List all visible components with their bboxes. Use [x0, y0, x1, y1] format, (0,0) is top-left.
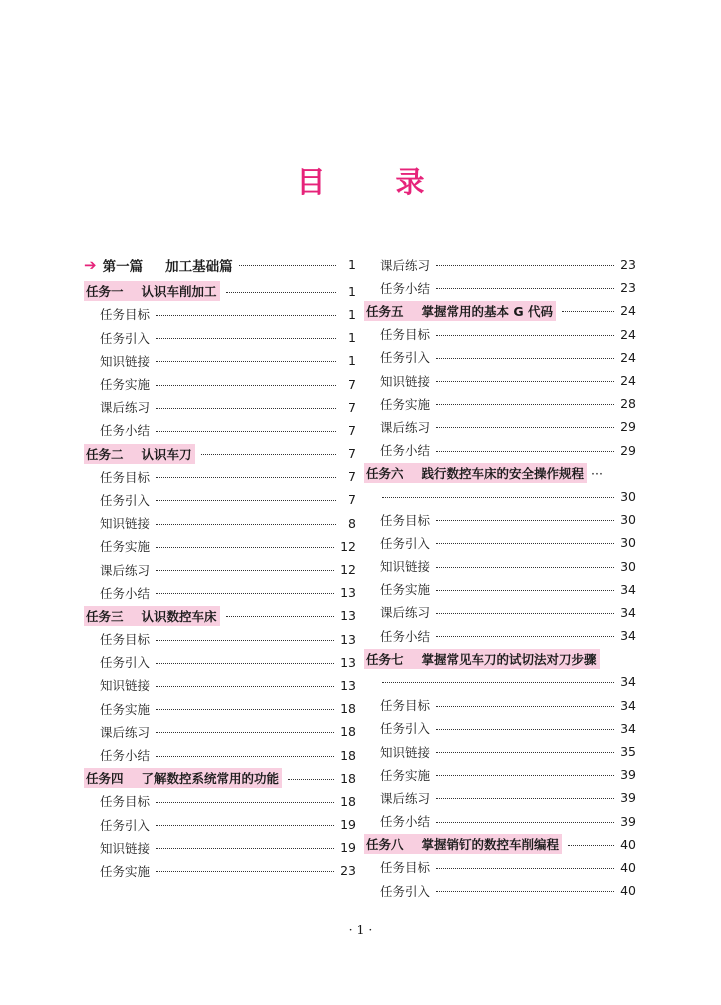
- page-ref: 28: [620, 396, 636, 412]
- toc-task-entry[interactable]: [364, 462, 636, 485]
- entry-label: 课后练习: [100, 400, 151, 416]
- toc-sub-entry[interactable]: [84, 581, 356, 604]
- toc-sub-entry[interactable]: [364, 439, 636, 462]
- entry-label: 知识链接: [100, 678, 151, 694]
- entry-label: 任务实施: [380, 767, 431, 783]
- task-title: 践行数控车床的安全操作规程: [421, 466, 585, 482]
- toc-sub-entry[interactable]: [84, 419, 356, 442]
- page-ref: 34: [620, 628, 636, 644]
- entry-label: 知识链接: [380, 744, 431, 760]
- toc-sub-entry[interactable]: [84, 303, 356, 326]
- leader-dots: [436, 358, 614, 359]
- toc-sub-entry[interactable]: [84, 326, 356, 349]
- entry-label: 知识链接: [380, 373, 431, 389]
- entry-label: 任务目标: [380, 698, 431, 714]
- toc-continuation[interactable]: [364, 670, 636, 693]
- leader-dots: [436, 729, 614, 730]
- leader-dots: [436, 543, 614, 544]
- page-ref: 12: [340, 538, 356, 554]
- page-ref: 19: [340, 840, 356, 856]
- leader-dots: [156, 802, 334, 803]
- leader-dots: [436, 590, 614, 591]
- page-ref: 24: [620, 349, 636, 365]
- page-ref: 24: [620, 373, 636, 389]
- toc-sub-entry[interactable]: [84, 349, 356, 372]
- page-ref: 40: [620, 859, 636, 875]
- toc-sub-entry[interactable]: [84, 465, 356, 488]
- leader-dots: [239, 265, 336, 266]
- page-ref: 30: [620, 558, 636, 574]
- page-ref: 30: [620, 512, 636, 528]
- task-title: 掌握常见车刀的试切法对刀步骤: [421, 651, 597, 667]
- entry-label: 课后练习: [380, 257, 431, 273]
- page-ref: 34: [620, 697, 636, 713]
- toc-sub-entry[interactable]: [364, 856, 636, 879]
- entry-label: 任务引入: [100, 330, 151, 346]
- leader-dots: [156, 593, 334, 594]
- entry-label: 任务小结: [100, 585, 151, 601]
- entry-label: 任务实施: [100, 863, 151, 879]
- page-ref: 18: [340, 747, 356, 763]
- entry-label: 课后练习: [100, 562, 151, 578]
- toc-sub-entry[interactable]: [364, 694, 636, 717]
- task-heading-highlight: [364, 463, 587, 483]
- toc-sub-entry[interactable]: [84, 790, 356, 813]
- toc-sub-entry[interactable]: [84, 535, 356, 558]
- leader-dots: [436, 427, 614, 428]
- page-ref: 23: [620, 257, 636, 273]
- page-ref: 1: [348, 330, 356, 346]
- leader-dots: [382, 682, 614, 683]
- page-ref: 18: [340, 724, 356, 740]
- leader-dots: [156, 361, 336, 362]
- leader-dots: [156, 686, 334, 687]
- entry-label: 任务目标: [100, 794, 151, 810]
- toc-sub-entry[interactable]: [364, 810, 636, 833]
- entry-label: 任务实施: [100, 377, 151, 393]
- leader-dots: [156, 547, 334, 548]
- page-ref: 34: [620, 720, 636, 736]
- leader-dots: [156, 477, 336, 478]
- page-ref: 13: [340, 631, 356, 647]
- leader-dots: [436, 288, 614, 289]
- entry-label: 任务目标: [100, 469, 151, 485]
- leader-dots: [436, 706, 614, 707]
- entry-label: 任务目标: [380, 860, 431, 876]
- leader-dots: [568, 845, 614, 846]
- page-ref: 13: [340, 585, 356, 601]
- part-number: 第一篇: [102, 258, 144, 275]
- page-ref: 23: [340, 863, 356, 879]
- page-ref: 13: [340, 677, 356, 693]
- toc-sub-entry[interactable]: [84, 488, 356, 511]
- page-ref: 35: [620, 744, 636, 760]
- page-ref: 7: [348, 469, 356, 485]
- toc-right-column: [364, 253, 636, 902]
- toc-task-entry[interactable]: [364, 299, 636, 322]
- toc-sub-entry[interactable]: [364, 786, 636, 809]
- toc-sub-entry[interactable]: [364, 346, 636, 369]
- task-heading-highlight: [84, 281, 220, 301]
- page-ref: 40: [620, 883, 636, 899]
- page-ref: 13: [340, 608, 356, 624]
- entry-label: 任务小结: [380, 814, 431, 830]
- toc-sub-entry[interactable]: [364, 717, 636, 740]
- leader-dots: [156, 848, 334, 849]
- page-ref: 13: [340, 654, 356, 670]
- leader-dots: [382, 497, 614, 498]
- entry-label: 任务目标: [380, 512, 431, 528]
- toc-sub-entry[interactable]: [364, 369, 636, 392]
- page-ref: 1: [348, 353, 356, 369]
- page-ref: 23: [620, 280, 636, 296]
- leader-dots: [156, 825, 334, 826]
- leader-dots: [156, 756, 334, 757]
- task-number: 任务八: [366, 837, 404, 853]
- leader-dots: [156, 570, 334, 571]
- leader-dots: [436, 335, 614, 336]
- toc-task-entry[interactable]: [84, 442, 356, 465]
- toc-sub-entry[interactable]: [84, 743, 356, 766]
- leader-dots: [156, 709, 334, 710]
- leader-dots: [156, 315, 336, 316]
- task-title: 掌握常用的基本 G 代码: [421, 303, 553, 319]
- page-ref: 29: [620, 442, 636, 458]
- toc-sub-entry[interactable]: [84, 396, 356, 419]
- toc-sub-entry[interactable]: [364, 253, 636, 276]
- page-ref: 39: [620, 813, 636, 829]
- toc-task-entry[interactable]: [364, 833, 636, 856]
- entry-label: 课后练习: [380, 419, 431, 435]
- toc-sub-entry[interactable]: [364, 323, 636, 346]
- page-ref: 24: [620, 326, 636, 342]
- toc-sub-entry[interactable]: [84, 558, 356, 581]
- leader-dots: [201, 454, 336, 455]
- page-ref: 1: [348, 306, 356, 322]
- toc-sub-entry[interactable]: [84, 512, 356, 535]
- toc-task-entry[interactable]: [84, 767, 356, 790]
- toc-task-entry[interactable]: [364, 647, 636, 670]
- task-number: 任务四: [86, 771, 124, 787]
- toc-sub-entry[interactable]: [84, 697, 356, 720]
- leader-dots: [156, 408, 336, 409]
- entry-label: 知识链接: [380, 559, 431, 575]
- task-heading-highlight: [84, 606, 220, 626]
- task-number: 任务一: [86, 284, 124, 300]
- entry-label: 知识链接: [100, 353, 151, 369]
- task-number: 任务六: [366, 466, 404, 482]
- entry-label: 知识链接: [100, 840, 151, 856]
- leader-dots: [436, 451, 614, 452]
- page-title: 目 录: [296, 165, 455, 199]
- toc-sub-entry[interactable]: [364, 624, 636, 647]
- leader-dots: [436, 613, 614, 614]
- entry-label: 任务引入: [380, 883, 431, 899]
- page-ref: 7: [348, 446, 356, 462]
- leader-dots: [436, 567, 614, 568]
- toc-task-entry[interactable]: [84, 280, 356, 303]
- toc-sub-entry[interactable]: [364, 554, 636, 577]
- page-ref: 19: [340, 817, 356, 833]
- page-ref: 30: [620, 535, 636, 551]
- leader-dots: [226, 616, 335, 617]
- leader-dots: [156, 431, 336, 432]
- leader-dots: [156, 871, 334, 872]
- task-heading-highlight: [364, 649, 600, 669]
- page-ref: 18: [340, 793, 356, 809]
- entry-label: 任务引入: [100, 492, 151, 508]
- entry-label: 任务小结: [380, 443, 431, 459]
- toc-sub-entry[interactable]: [84, 651, 356, 674]
- task-number: 任务七: [366, 651, 404, 667]
- leader-dots: [156, 732, 334, 733]
- entry-label: 任务实施: [100, 539, 151, 555]
- toc-sub-entry[interactable]: [84, 628, 356, 651]
- page-ref: 34: [620, 604, 636, 620]
- entry-label: 任务引入: [100, 817, 151, 833]
- leader-dots: [436, 520, 614, 521]
- toc-left-column: [84, 253, 356, 883]
- entry-label: 任务小结: [100, 748, 151, 764]
- entry-label: 任务目标: [380, 327, 431, 343]
- toc-sub-entry[interactable]: [364, 508, 636, 531]
- toc-sub-entry[interactable]: [364, 879, 636, 902]
- toc-sub-entry[interactable]: [84, 836, 356, 859]
- task-title: 认识车削加工: [141, 284, 217, 300]
- entry-label: 任务实施: [100, 701, 151, 717]
- entry-label: 任务实施: [380, 582, 431, 598]
- entry-label: 知识链接: [100, 516, 151, 532]
- entry-label: 任务目标: [100, 632, 151, 648]
- page-ref: 7: [348, 422, 356, 438]
- leader-dots: [288, 779, 334, 780]
- entry-label: 课后练习: [100, 724, 151, 740]
- page-ref: 39: [620, 767, 636, 783]
- task-number: 任务三: [86, 608, 124, 624]
- entry-label: 任务目标: [100, 307, 151, 323]
- page-ref: 30: [620, 488, 636, 504]
- page-ref: 8: [348, 515, 356, 531]
- leader-dots: [436, 798, 614, 799]
- leader-dots: [156, 640, 334, 641]
- page-ref: 7: [348, 399, 356, 415]
- entry-label: 课后练习: [380, 605, 431, 621]
- page-ref: 34: [620, 674, 636, 690]
- leader-dots: [436, 404, 614, 405]
- leader-dots: [436, 891, 614, 892]
- leader-dots: [436, 752, 614, 753]
- entry-label: 任务小结: [380, 280, 431, 296]
- leader-dots: [156, 338, 336, 339]
- page-ref: 7: [348, 492, 356, 508]
- toc-sub-entry[interactable]: [364, 763, 636, 786]
- page-ref: 1: [348, 283, 356, 299]
- page-ref: 18: [340, 701, 356, 717]
- task-heading-highlight: [364, 834, 562, 854]
- entry-label: 任务小结: [100, 423, 151, 439]
- toc-sub-entry[interactable]: [84, 859, 356, 882]
- task-number: 任务二: [86, 446, 124, 462]
- toc-sub-entry[interactable]: [364, 415, 636, 438]
- page-ref: 1: [348, 257, 356, 273]
- toc-sub-entry[interactable]: [364, 578, 636, 601]
- arrow-right-icon: ➔: [84, 255, 97, 274]
- page-ref: 29: [620, 419, 636, 435]
- toc-part-entry[interactable]: [84, 253, 356, 276]
- toc-continuation[interactable]: [364, 485, 636, 508]
- leader-dots: ···: [591, 465, 603, 481]
- task-heading-highlight: [84, 768, 282, 788]
- page-ref: 24: [620, 303, 636, 319]
- page-ref: 7: [348, 376, 356, 392]
- page-ref: 39: [620, 790, 636, 806]
- page-ref: 34: [620, 581, 636, 597]
- entry-label: 任务引入: [380, 350, 431, 366]
- leader-dots: [156, 663, 334, 664]
- task-title: 认识车刀: [141, 446, 192, 462]
- toc-task-entry[interactable]: [84, 604, 356, 627]
- task-title: 认识数控车床: [141, 608, 217, 624]
- leader-dots: [436, 868, 614, 869]
- toc-sub-entry[interactable]: [364, 601, 636, 624]
- task-number: 任务五: [366, 303, 404, 319]
- entry-label: 任务引入: [380, 721, 431, 737]
- part-title: 加工基础篇: [165, 258, 233, 275]
- leader-dots: [436, 381, 614, 382]
- toc-sub-entry[interactable]: [84, 720, 356, 743]
- entry-label: 任务实施: [380, 396, 431, 412]
- page-number: · 1 ·: [348, 922, 373, 937]
- leader-dots: [226, 292, 336, 293]
- leader-dots: [156, 524, 336, 525]
- toc-sub-entry[interactable]: [364, 276, 636, 299]
- page-ref: 40: [620, 836, 636, 852]
- toc-sub-entry[interactable]: [84, 372, 356, 395]
- leader-dots: [436, 775, 614, 776]
- page-ref: 18: [340, 770, 356, 786]
- leader-dots: [436, 822, 614, 823]
- leader-dots: [156, 385, 336, 386]
- toc-sub-entry[interactable]: [84, 674, 356, 697]
- leader-dots: [436, 265, 614, 266]
- leader-dots: [156, 500, 336, 501]
- toc-sub-entry[interactable]: [364, 740, 636, 763]
- leader-dots: [562, 311, 614, 312]
- page-ref: 12: [340, 562, 356, 578]
- entry-label: 任务引入: [380, 535, 431, 551]
- entry-label: 任务小结: [380, 628, 431, 644]
- task-heading-highlight: [84, 444, 195, 464]
- toc-sub-entry[interactable]: [364, 392, 636, 415]
- task-title: 了解数控系统常用的功能: [141, 771, 280, 787]
- task-heading-highlight: [364, 301, 556, 321]
- leader-dots: [436, 636, 614, 637]
- toc-sub-entry[interactable]: [364, 531, 636, 554]
- task-title: 掌握销钉的数控车削编程: [421, 837, 560, 853]
- entry-label: 课后练习: [380, 790, 431, 806]
- toc-sub-entry[interactable]: [84, 813, 356, 836]
- entry-label: 任务引入: [100, 655, 151, 671]
